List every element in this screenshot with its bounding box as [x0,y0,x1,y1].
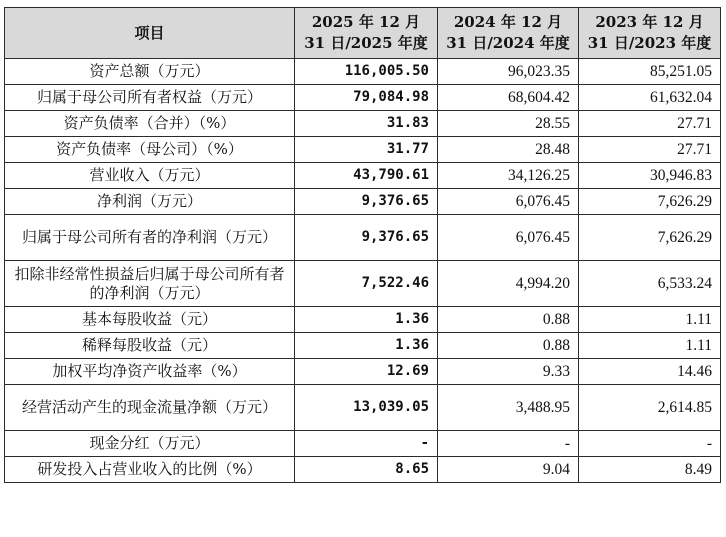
row-label: 资产总额（万元） [5,59,295,85]
value-2025: 31.83 [295,111,438,137]
value-2024: 9.04 [438,457,579,483]
table-row [5,137,721,163]
value-2025: 43,790.61 [295,163,438,189]
table-row [5,385,721,431]
table-body [5,59,721,483]
value-2023: 1.11 [579,307,721,333]
value-2025: 1.36 [295,333,438,359]
header-2023: 2023 年 12 月 31 日/2023 年度 [579,8,721,59]
row-label: 资产负债率（母公司）（%） [5,137,295,163]
table-row [5,189,721,215]
row-label: 现金分红（万元） [5,431,295,457]
value-2024: 28.48 [438,137,579,163]
value-2024: 0.88 [438,307,579,333]
value-2025: 1.36 [295,307,438,333]
value-2024: 28.55 [438,111,579,137]
value-2023: 6,533.24 [579,261,721,307]
table-row [5,431,721,457]
value-2023: 27.71 [579,137,721,163]
value-2024: 68,604.42 [438,85,579,111]
row-label: 净利润（万元） [5,189,295,215]
value-2024: 3,488.95 [438,385,579,431]
row-label: 营业收入（万元） [5,163,295,189]
value-2023: - [579,431,721,457]
table-row [5,59,721,85]
row-label: 研发投入占营业收入的比例（%） [5,457,295,483]
table-row [5,307,721,333]
table-row [5,85,721,111]
value-2023: 7,626.29 [579,215,721,261]
value-2025: 7,522.46 [295,261,438,307]
row-label: 扣除非经常性损益后归属于母公司所有者的净利润（万元） [5,261,295,307]
value-2024: 34,126.25 [438,163,579,189]
value-2024: 0.88 [438,333,579,359]
table-row [5,457,721,483]
value-2025: 9,376.65 [295,215,438,261]
value-2024: 4,994.20 [438,261,579,307]
table-row [5,215,721,261]
table-row [5,359,721,385]
row-label: 归属于母公司所有者权益（万元） [5,85,295,111]
value-2023: 85,251.05 [579,59,721,85]
row-label: 基本每股收益（元） [5,307,295,333]
value-2025: 9,376.65 [295,189,438,215]
financial-summary-table [4,7,721,483]
value-2025: 8.65 [295,457,438,483]
header-item: 项目 [5,8,295,59]
row-label: 稀释每股收益（元） [5,333,295,359]
financial-table-container [4,7,721,483]
value-2024: 9.33 [438,359,579,385]
value-2025: 12.69 [295,359,438,385]
value-2024: - [438,431,579,457]
value-2023: 2,614.85 [579,385,721,431]
value-2023: 61,632.04 [579,85,721,111]
table-row [5,333,721,359]
row-label: 归属于母公司所有者的净利润（万元） [5,215,295,261]
value-2025: 31.77 [295,137,438,163]
table-row [5,163,721,189]
row-label: 加权平均净资产收益率（%） [5,359,295,385]
table-header [5,8,721,59]
value-2024: 6,076.45 [438,215,579,261]
table-row [5,261,721,307]
value-2024: 6,076.45 [438,189,579,215]
row-label: 经营活动产生的现金流量净额（万元） [5,385,295,431]
value-2024: 96,023.35 [438,59,579,85]
value-2025: 116,005.50 [295,59,438,85]
header-2024: 2024 年 12 月 31 日/2024 年度 [438,8,579,59]
value-2023: 8.49 [579,457,721,483]
header-2025: 2025 年 12 月 31 日/2025 年度 [295,8,438,59]
row-label: 资产负债率（合并）（%） [5,111,295,137]
value-2025: 79,084.98 [295,85,438,111]
table-row [5,111,721,137]
value-2025: 13,039.05 [295,385,438,431]
value-2023: 27.71 [579,111,721,137]
value-2023: 30,946.83 [579,163,721,189]
header-row [5,8,721,59]
value-2025: - [295,431,438,457]
value-2023: 14.46 [579,359,721,385]
value-2023: 1.11 [579,333,721,359]
value-2023: 7,626.29 [579,189,721,215]
